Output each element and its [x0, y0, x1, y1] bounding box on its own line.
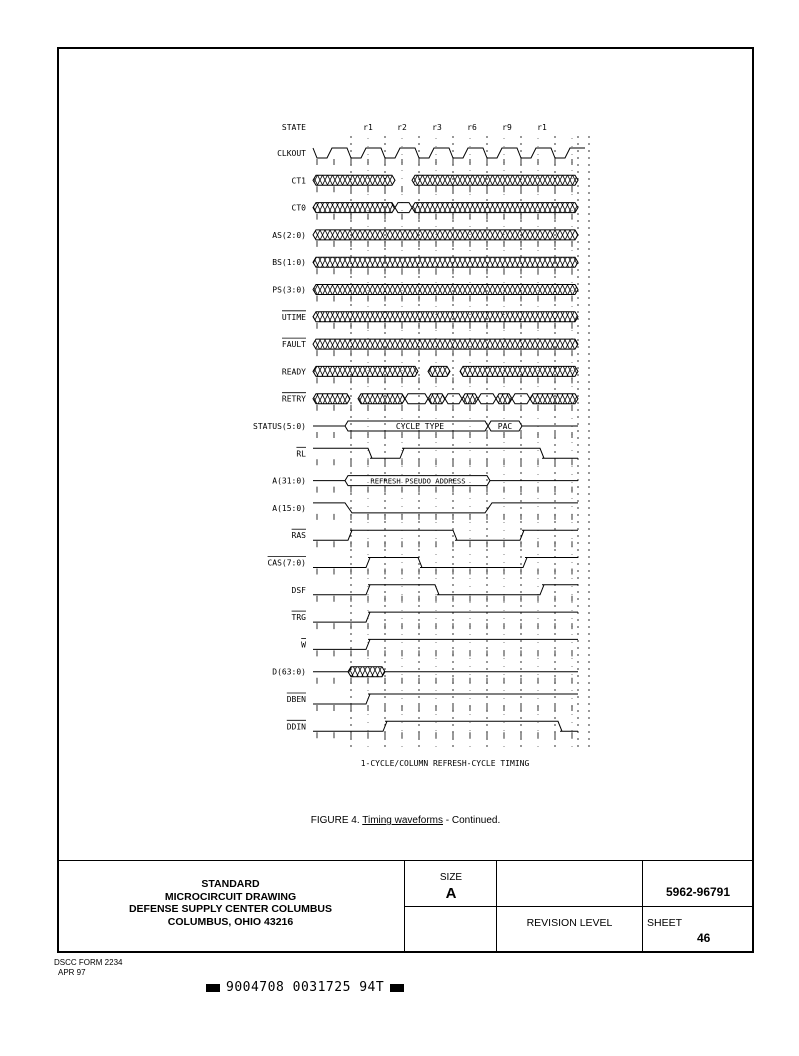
- signal-19-bus-data: [348, 667, 385, 677]
- form-line-1: DSCC FORM 2234: [54, 958, 123, 967]
- caption-prefix: FIGURE 4.: [310, 815, 360, 826]
- state-label-3: r6: [467, 123, 477, 132]
- signal-4-ticks: [317, 268, 572, 274]
- signal-0-waveform: [313, 148, 585, 158]
- signal-15-label: CAS(7:0): [267, 558, 306, 568]
- signal-18-label: W: [301, 640, 306, 650]
- signal-17-label: TRG: [291, 613, 306, 623]
- signal-3-ticks: [317, 241, 572, 247]
- signal-1-bus-a: [313, 175, 395, 185]
- signal-10-bus-pac-text: PAC: [497, 422, 513, 431]
- signal-9-bus-a: [313, 394, 350, 404]
- signal-0-ticks: [317, 159, 572, 165]
- form-number: [54, 958, 122, 978]
- signal-6-label: UTIME: [281, 312, 306, 322]
- signal-8-bus-a: [313, 366, 418, 376]
- signal-17-waveform: [313, 612, 578, 622]
- signal-12-label: A(31:0): [272, 476, 306, 486]
- signal-9-bus-b: [358, 394, 405, 404]
- caption-suffix: - Continued.: [443, 815, 501, 826]
- state-header-label: STATE: [281, 123, 306, 132]
- signal-3-bus: [313, 230, 578, 240]
- signal-9-bus-e: [445, 394, 462, 404]
- signal-2-bus-mid: [395, 203, 412, 213]
- caption-title: Timing waveforms: [362, 815, 443, 826]
- signal-9-label: RETRY: [281, 394, 306, 404]
- signal-6-bus: [313, 312, 578, 322]
- signal-11-ticks: [317, 459, 572, 465]
- signal-9-bus-h: [496, 394, 512, 404]
- signal-10-ticks: [317, 432, 572, 438]
- signal-2-bus-a: [313, 203, 395, 213]
- signal-11-waveform: [313, 448, 578, 458]
- size-value: A: [445, 885, 457, 902]
- signal-1-label: CT1: [291, 176, 306, 186]
- state-label-4: r9: [502, 123, 512, 132]
- barcode-block-right: [390, 984, 404, 992]
- signal-8-bus-b: [428, 366, 450, 376]
- signal-15-ticks: [317, 569, 572, 575]
- signal-5-label: PS(3:0): [272, 285, 306, 295]
- signal-19-ticks: [317, 678, 572, 684]
- revision-label: REVISION LEVEL: [526, 917, 613, 929]
- signal-9-ticks: [317, 405, 572, 411]
- signal-9-bus-j: [530, 394, 578, 404]
- signal-19-label: D(63:0): [272, 667, 306, 677]
- state-label-2: r3: [432, 123, 442, 132]
- signal-20-ticks: [317, 705, 572, 711]
- signal-12-ticks: [317, 487, 572, 493]
- signal-4-bus: [313, 257, 578, 267]
- signal-7-label: FAULT: [281, 340, 306, 350]
- signal-16-ticks: [317, 596, 572, 602]
- figure-caption: [57, 815, 754, 826]
- signal-11-label: RL: [296, 449, 306, 459]
- diagram-subtitle: 1-CYCLE/COLUMN REFRESH-CYCLE TIMING: [360, 759, 530, 768]
- std-line-1: STANDARD: [201, 878, 260, 890]
- agency-block: [57, 878, 404, 928]
- state-label-1: r2: [397, 123, 407, 132]
- signal-14-ticks: [317, 541, 572, 547]
- signal-1-bus-b: [412, 175, 578, 185]
- signal-2-ticks: [317, 214, 572, 220]
- signal-14-label: RAS: [291, 531, 306, 541]
- sheet-number: 46: [697, 931, 711, 945]
- signal-9-bus-c: [405, 394, 428, 404]
- signal-2-bus-b: [412, 203, 578, 213]
- signal-12-bus-addr-text: REFRESH PSEUDO ADDRESS: [370, 476, 466, 486]
- signal-4-label: BS(1:0): [272, 258, 306, 268]
- signal-10-label: STATUS(5:0): [253, 422, 306, 431]
- state-label-0: r1: [363, 123, 373, 132]
- signal-13-ticks: [317, 514, 572, 520]
- signal-8-bus-c: [460, 366, 578, 376]
- sheet-label: SHEET: [647, 917, 683, 929]
- signal-9-bus-d: [428, 394, 445, 404]
- std-line-3: DEFENSE SUPPLY CENTER COLUMBUS: [128, 903, 333, 915]
- signal-17-ticks: [317, 623, 572, 629]
- signal-21-label: DDIN: [286, 722, 306, 732]
- signal-3-label: AS(2:0): [272, 230, 306, 240]
- signal-10-bus-type-text: CYCLE TYPE: [395, 422, 445, 431]
- signal-7-ticks: [317, 350, 572, 356]
- signal-8-label: READY: [281, 367, 306, 377]
- size-label: SIZE: [439, 872, 463, 883]
- signal-5-ticks: [317, 296, 572, 302]
- signal-8-ticks: [317, 377, 572, 383]
- title-block: [57, 860, 754, 953]
- signal-16-label: DSF: [291, 585, 306, 595]
- barcode-block-left: [206, 984, 220, 992]
- signal-6-ticks: [317, 323, 572, 329]
- signal-13-label: A(15:0): [272, 503, 306, 513]
- signal-9-bus-f: [462, 394, 478, 404]
- signal-13-waveform: [313, 503, 578, 513]
- signal-5-bus: [313, 285, 578, 295]
- signal-21-ticks: [317, 732, 572, 738]
- signal-18-waveform: [313, 639, 578, 649]
- signal-1-ticks: [317, 186, 572, 192]
- state-label-5: r1: [537, 123, 547, 132]
- signal-20-label: DBEN: [286, 695, 306, 704]
- signal-18-ticks: [317, 650, 572, 656]
- barcode-text: 9004708 0031725 94T: [226, 980, 385, 995]
- signal-7-bus: [313, 339, 578, 349]
- form-line-2: APR 97: [58, 968, 86, 977]
- document-number: 5962-96791: [665, 885, 731, 899]
- signal-0-label: CLKOUT: [277, 149, 306, 158]
- std-line-4: COLUMBUS, OHIO 43216: [167, 915, 294, 928]
- signal-2-label: CT0: [291, 203, 306, 213]
- barcode-line: [200, 980, 410, 995]
- std-line-2: MICROCIRCUIT DRAWING: [164, 890, 297, 903]
